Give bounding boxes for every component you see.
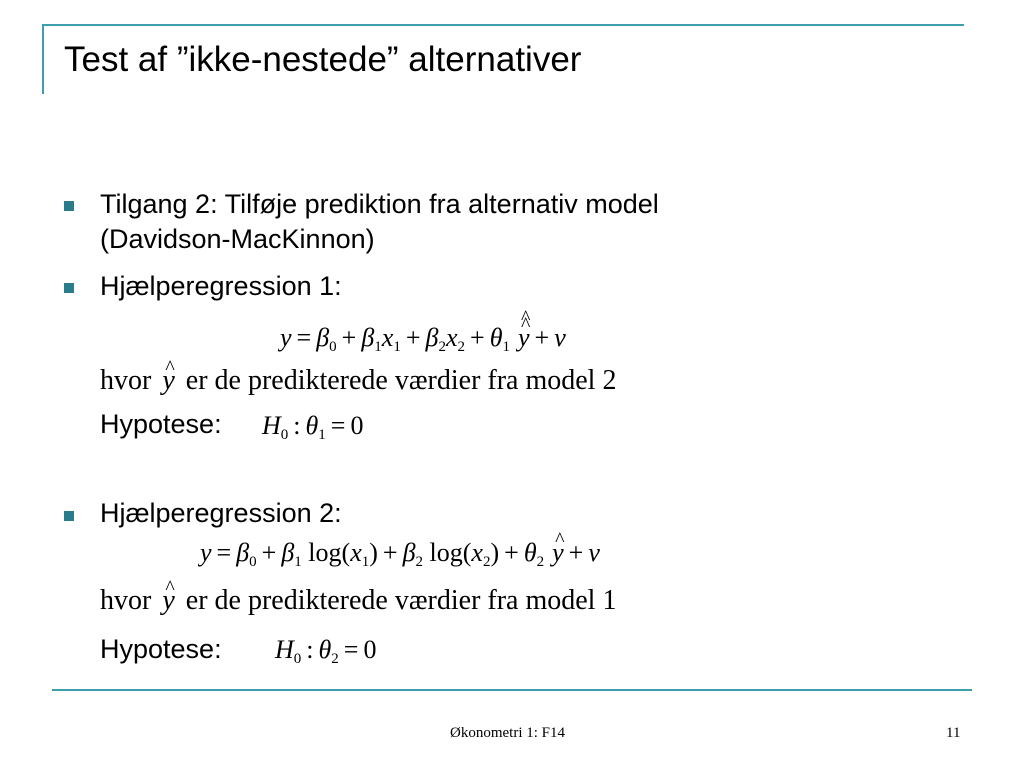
left-border-line: [42, 24, 44, 94]
note-model-1: hvor ^ y er de predikterede værdier fra model 1: [100, 584, 616, 618]
hypothesis-label-2: Hypotese:: [100, 634, 222, 664]
bullet2-label: Hjælperegression 1:: [100, 271, 342, 301]
bullet-marker-3: [64, 511, 74, 521]
bottom-border-line: [52, 689, 972, 691]
hypothesis-equation-1: $H_0$ : $\theta_1 = 0$: [262, 411, 364, 443]
page-number: 11: [946, 725, 961, 741]
bullet3-label: Hjælperegression 2:: [100, 498, 342, 528]
bullet1-line1: Tilgang 2: Tilføje prediktion fra alternativ model: [100, 189, 659, 219]
note-model-2: hvor ^ y er de predikterede værdier fra model 2: [100, 364, 616, 398]
bullet-marker-1: [64, 201, 74, 211]
bullet-marker-2: [64, 283, 74, 293]
hypothesis-equation-2: $H_0$ : $\theta_2 = 0$: [275, 635, 377, 667]
y-hat-symbol: ^ y: [162, 364, 174, 398]
hypothesis-label-1: Hypotese:: [100, 409, 222, 439]
top-border-line: [42, 24, 964, 26]
slide-title: Test af ”ikke-nestede” alternativer: [64, 40, 582, 79]
equation-regression-1: $y = \beta_0 + \beta_1x_1 + \beta_2x_2$ + $\theta_1\^{}$ y ^ + v: [280, 322, 566, 363]
footer-course-label: Økonometri 1: F14: [450, 725, 565, 741]
equation-regression-2: $y = \beta_0 + \beta_1$ $\log(x_1) + \beta_2$ $\log(x_2)$ + $\theta_2\^{}$ y + v: [200, 537, 600, 578]
y-hat-symbol: ^ y: [162, 584, 174, 618]
bullet1-line2: (Davidson-MacKinnon): [100, 224, 375, 254]
